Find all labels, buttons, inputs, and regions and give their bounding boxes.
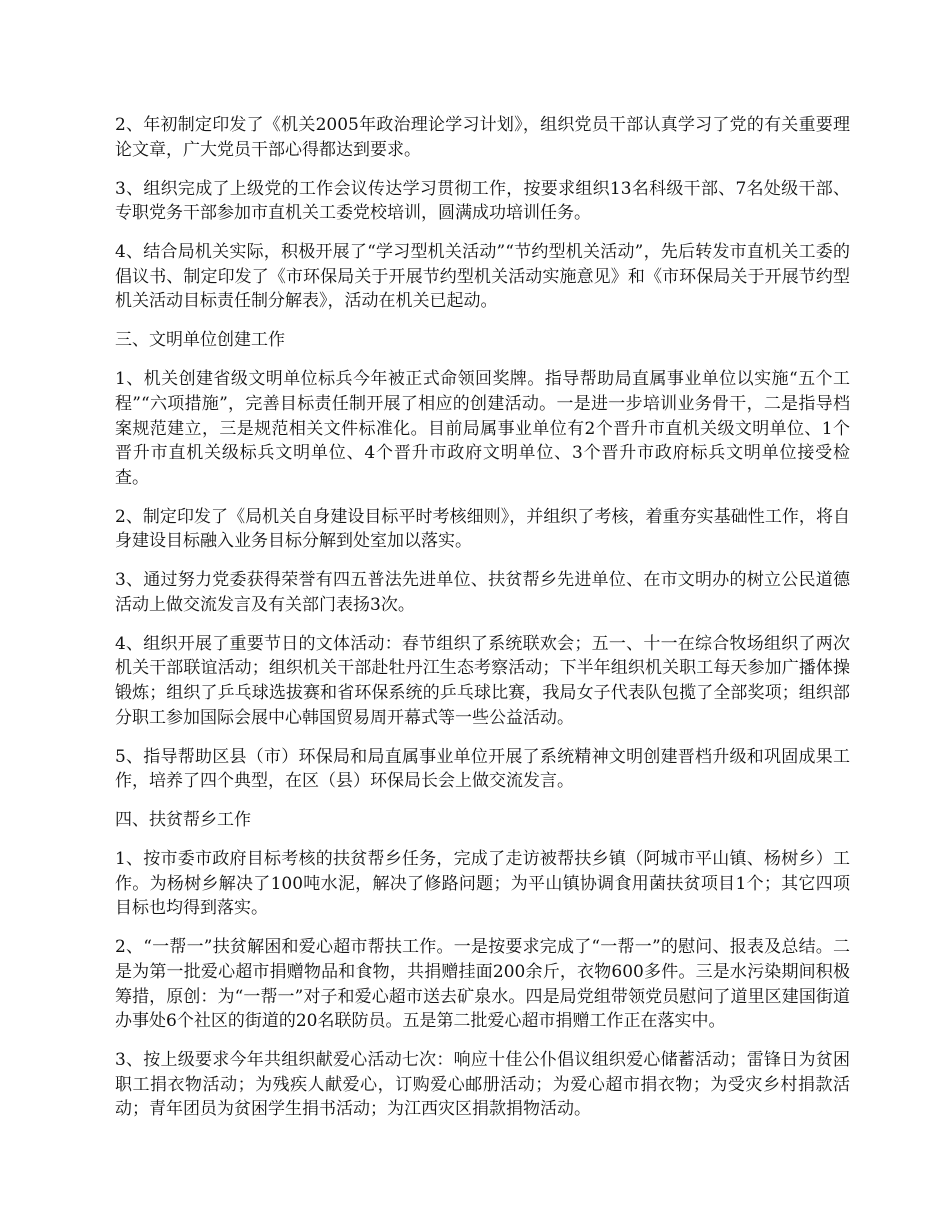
document-body — [115, 113, 850, 1136]
paragraph-charity-supermarket: 2、“一帮一”扶贫解困和爱心超市帮扶工作。一是按要求完成了“一帮一”的慰问、报表及总结。二是为第一批爱心超市捐赠物品和食物，共捐赠挂面200余斤，衣物600多件。三是水污染期间积极筹措，原创：为“一帮一”对子和爱心超市送去矿泉水。四是局党组带领党员慰问了道里区建国街道办事处6个社区的街道的20名联防员。五是第二批爱心超市捐赠工作正在落实中。 — [115, 937, 850, 1032]
paragraph-cultural-activities: 4、组织开展了重要节日的文体活动：春节组织了系统联欢会；五一、十一在综合牧场组织了两次机关干部联谊活动；组织机关干部赴牡丹江生态考察活动；下半年组织机关职工每天参加广播体操锻炼；组织了乒乓球选拔赛和省环保系统的乒乓球比赛，我局女子代表队包揽了全部奖项；组织部分职工参加国际会展中心韩国贸易周开幕式等一些公益活动。 — [115, 633, 850, 728]
paragraph-township-aid: 1、按市委市政府目标考核的扶贫帮乡任务，完成了走访被帮扶乡镇（阿城市平山镇、杨树乡）工作。为杨树乡解决了100吨水泥，解决了修路问题；为平山镇协调食用菌扶贫项目1个；其它四项目标也均得到落实。 — [115, 849, 850, 919]
section-heading-poverty-aid: 四、扶贫帮乡工作 — [115, 810, 251, 831]
paragraph-assessment-rules: 2、制定印发了《局机关自身建设目标平时考核细则》，并组织了考核，着重夯实基础性工作，将自身建设目标融入业务目标分解到处室加以落实。 — [115, 506, 850, 552]
section-heading-civilized-unit: 三、文明单位创建工作 — [115, 330, 285, 351]
paragraph-party-school-training: 3、组织完成了上级党的工作会议传达学习贯彻工作，按要求组织13名科级干部、7名处级干部、专职党务干部参加市直机关工委党校培训，圆满成功培训任务。 — [115, 178, 850, 224]
paragraph-district-guidance: 5、指导帮助区县（市）环保局和局直属事业单位开展了系统精神文明创建晋档升级和巩固成果工作，培养了四个典型，在区（县）环保局长会上做交流发言。 — [115, 746, 850, 792]
paragraph-conservation-activity: 4、结合局机关实际，积极开展了“学习型机关活动”“节约型机关活动”，先后转发市直机关工委的倡议书、制定印发了《市环保局关于开展节约型机关活动实施意见》和《市环保局关于开展节约型机关活动目标责任制分解表》，活动在机关已起动。 — [115, 242, 850, 312]
paragraph-party-study-plan: 2、年初制定印发了《机关2005年政治理论学习计划》，组织党员干部认真学习了党的有关重要理论文章，广大党员干部心得都达到要求。 — [115, 115, 850, 160]
paragraph-donation-activities: 3、按上级要求今年共组织献爱心活动七次：响应十佳公仆倡议组织爱心储蓄活动；雷锋日为贫困职工捐衣物活动；为残疾人献爱心，订购爱心邮册活动；为爱心超市捐衣物；为受灾乡村捐款活动；青年团员为贫困学生捐书活动；为江西灾区捐款捐物活动。 — [115, 1050, 850, 1120]
paragraph-honors: 3、通过努力党委获得荣誉有四五普法先进单位、扶贫帮乡先进单位、在市文明办的树立公民道德活动上做交流发言及有关部门表扬3次。 — [115, 570, 850, 615]
paragraph-civilized-unit-creation: 1、机关创建省级文明单位标兵今年被正式命领回奖牌。指导帮助局直属事业单位以实施“五个工程”“六项措施”，完善目标责任制开展了相应的创建活动。一是进一步培训业务骨干，二是指导档案规范建立，三是规范相关文件标准化。目前局属事业单位有2个晋升市直机关级文明单位、1个晋升市直机关级标兵文明单位、4个晋升市政府文明单位、3个晋升市政府标兵文明单位接受检查。 — [115, 369, 850, 488]
